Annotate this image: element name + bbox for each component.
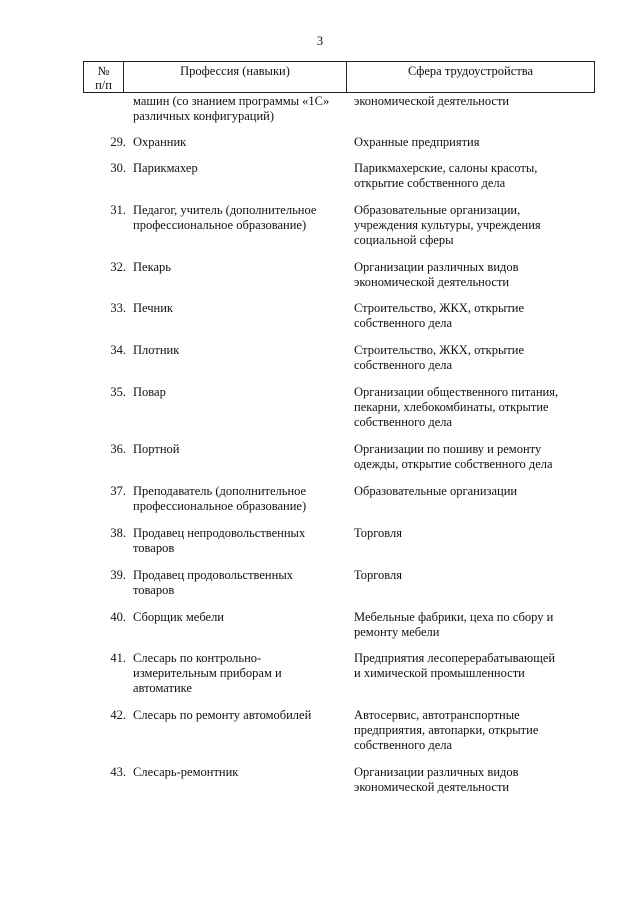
table-row — [0, 442, 640, 484]
row-number: 34. — [110, 343, 126, 357]
profession-cell: Парикмахер — [133, 161, 198, 175]
sphere-cell: Строительство, ЖКХ, открытие собственного дела — [354, 301, 525, 330]
table-body — [0, 135, 640, 807]
column-header-sphere: Сфера трудоустройства — [407, 64, 534, 78]
table-row — [0, 484, 640, 526]
profession-cell: машин (со знанием программы «1С» различных конфигураций) — [133, 94, 330, 123]
profession-cell: Печник — [133, 301, 174, 315]
row-number: 39. — [110, 568, 126, 582]
table-row — [0, 765, 640, 807]
sphere-cell: Организации по пошиву и ремонту одежды, открытие собственного дела — [354, 442, 553, 471]
table-header — [83, 61, 595, 93]
table-row — [0, 301, 640, 343]
sphere-cell: Парикмахерские, салоны красоты, открытие собственного дела — [354, 161, 538, 190]
row-number: 31. — [110, 203, 126, 217]
column-header-profession: Профессия (навыки) — [124, 62, 347, 92]
sphere-cell: Образовательные организации, учреждения культуры, учреждения социальной сферы — [354, 203, 541, 247]
row-number: 40. — [110, 610, 126, 624]
table-row — [0, 651, 640, 708]
profession-cell: Преподаватель (дополнительное профессиональное образование) — [133, 484, 307, 513]
profession-cell: Сборщик мебели — [133, 610, 224, 624]
row-number: 36. — [110, 442, 126, 456]
profession-cell: Продавец продовольственных товаров — [133, 568, 293, 597]
table-row — [0, 203, 640, 260]
profession-cell: Слесарь по контрольно- измерительным приборам и автоматике — [133, 651, 282, 695]
sphere-cell: Охранные предприятия — [354, 135, 480, 149]
column-header-number: № п/п — [84, 62, 124, 92]
table-row — [0, 135, 640, 161]
sphere-cell: Организации различных видов экономической деятельности — [354, 260, 519, 289]
sphere-cell: Организации общественного питания, пекарни, хлебокомбинаты, открытие собственного дела — [354, 385, 559, 429]
sphere-cell: Организации различных видов экономической деятельности — [354, 765, 519, 794]
sphere-cell: Торговля — [354, 568, 402, 582]
table-row — [0, 161, 640, 203]
profession-cell: Продавец непродовольственных товаров — [133, 526, 306, 555]
profession-cell: Слесарь по ремонту автомобилей — [133, 708, 312, 722]
table-row — [0, 610, 640, 651]
page-number: 3 — [316, 34, 324, 48]
sphere-cell: Автосервис, автотранспортные предприятия, автопарки, открытие собственного дела — [354, 708, 539, 752]
profession-cell: Слесарь-ремонтник — [133, 765, 239, 779]
profession-cell: Портной — [133, 442, 180, 456]
table-row — [0, 385, 640, 442]
profession-cell: Повар — [133, 385, 166, 399]
sphere-cell: экономической деятельности — [354, 94, 510, 108]
row-number: 30. — [110, 161, 126, 175]
sphere-cell: Предприятия лесоперерабатывающей и химической промышленности — [354, 651, 556, 680]
table-row — [0, 343, 640, 385]
row-number: 43. — [110, 765, 126, 779]
table-row — [0, 526, 640, 568]
row-number: 42. — [110, 708, 126, 722]
row-number: 32. — [110, 260, 126, 274]
profession-cell: Пекарь — [133, 260, 171, 274]
row-number: 37. — [110, 484, 126, 498]
sphere-cell: Строительство, ЖКХ, открытие собственного дела — [354, 343, 525, 372]
profession-cell: Плотник — [133, 343, 180, 357]
table-row — [0, 708, 640, 765]
profession-cell: Охранник — [133, 135, 187, 149]
sphere-cell: Образовательные организации — [354, 484, 518, 498]
row-number: 29. — [110, 135, 126, 149]
row-number: 38. — [110, 526, 126, 540]
table-row — [0, 568, 640, 610]
sphere-cell: Мебельные фабрики, цеха по сбору и ремонту мебели — [354, 610, 554, 639]
table-row — [0, 260, 640, 301]
row-number: 35. — [110, 385, 126, 399]
sphere-cell: Торговля — [354, 526, 402, 540]
profession-cell: Педагог, учитель (дополнительное профессиональное образование) — [133, 203, 317, 232]
row-number: 33. — [110, 301, 126, 315]
row-number: 41. — [110, 651, 126, 665]
